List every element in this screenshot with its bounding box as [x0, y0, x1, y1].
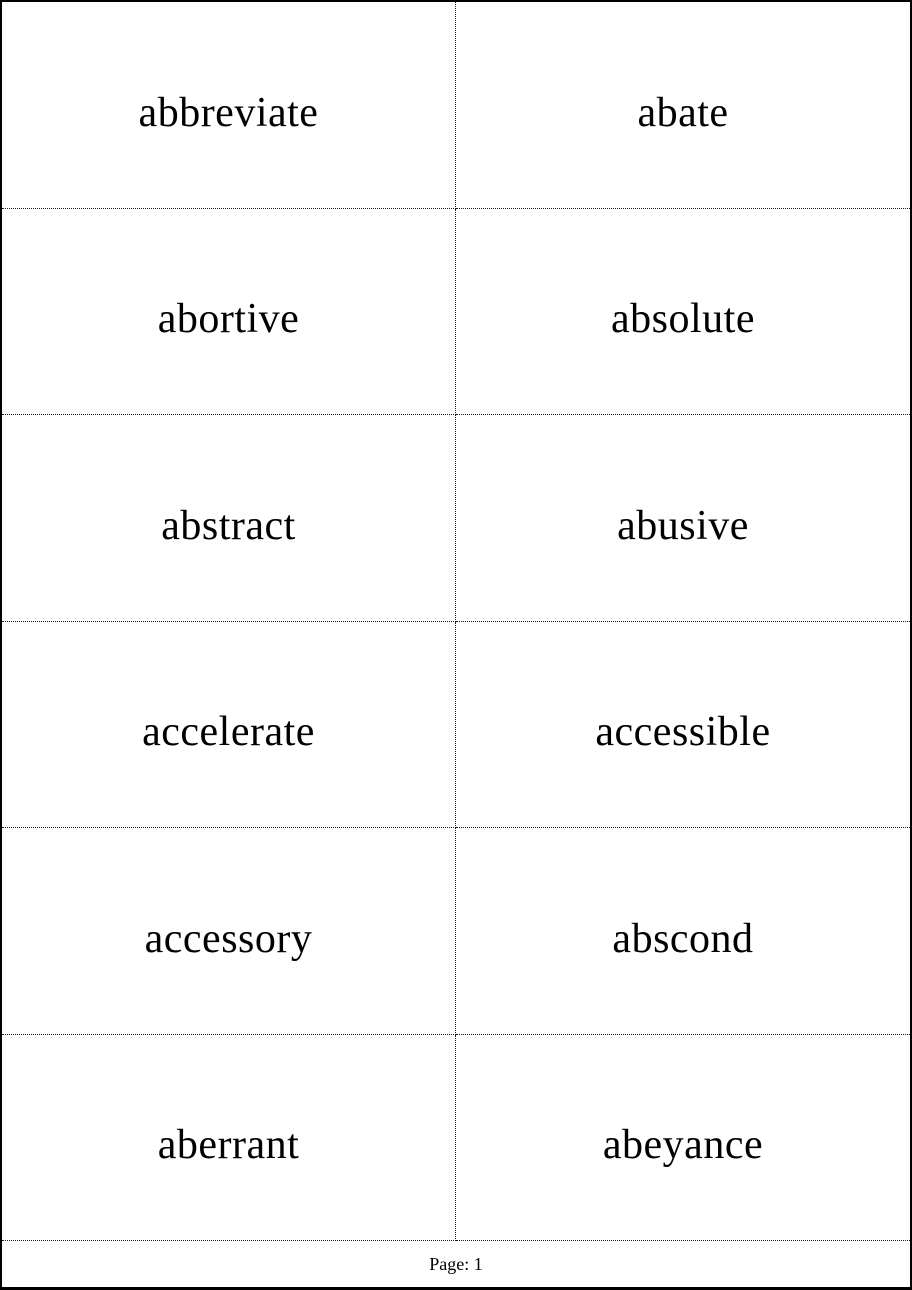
flashcard-cell	[456, 209, 910, 416]
flashcard-cell	[456, 828, 910, 1035]
flashcard-cell	[2, 415, 456, 622]
flashcard-grid	[2, 2, 910, 1241]
flashcard-word: abortive	[157, 296, 300, 343]
flashcard-word: abate	[637, 89, 729, 136]
flashcard-cell	[456, 1035, 910, 1242]
flashcard-word: abbreviate	[138, 89, 319, 136]
page-footer	[2, 1241, 910, 1287]
flashcard-cell	[456, 2, 910, 209]
flashcard-word: abstract	[161, 502, 296, 549]
flashcard-cell	[2, 828, 456, 1035]
flashcard-word: accelerate	[142, 709, 315, 756]
flashcard-word: aberrant	[157, 1122, 300, 1169]
flashcard-cell	[2, 2, 456, 209]
page-number-label: Page: 1	[429, 1254, 483, 1274]
flashcard-word: accessory	[144, 915, 313, 962]
flashcard-cell	[2, 1035, 456, 1242]
flashcard-cell	[2, 622, 456, 829]
flashcard-word: abusive	[617, 502, 749, 549]
flashcard-cell	[456, 622, 910, 829]
flashcard-word: accessible	[595, 709, 771, 756]
flashcard-cell	[456, 415, 910, 622]
flashcard-cell	[2, 209, 456, 416]
flashcard-word: absolute	[611, 296, 755, 343]
flashcard-word: abeyance	[602, 1122, 764, 1169]
flashcard-word: abscond	[612, 915, 754, 962]
